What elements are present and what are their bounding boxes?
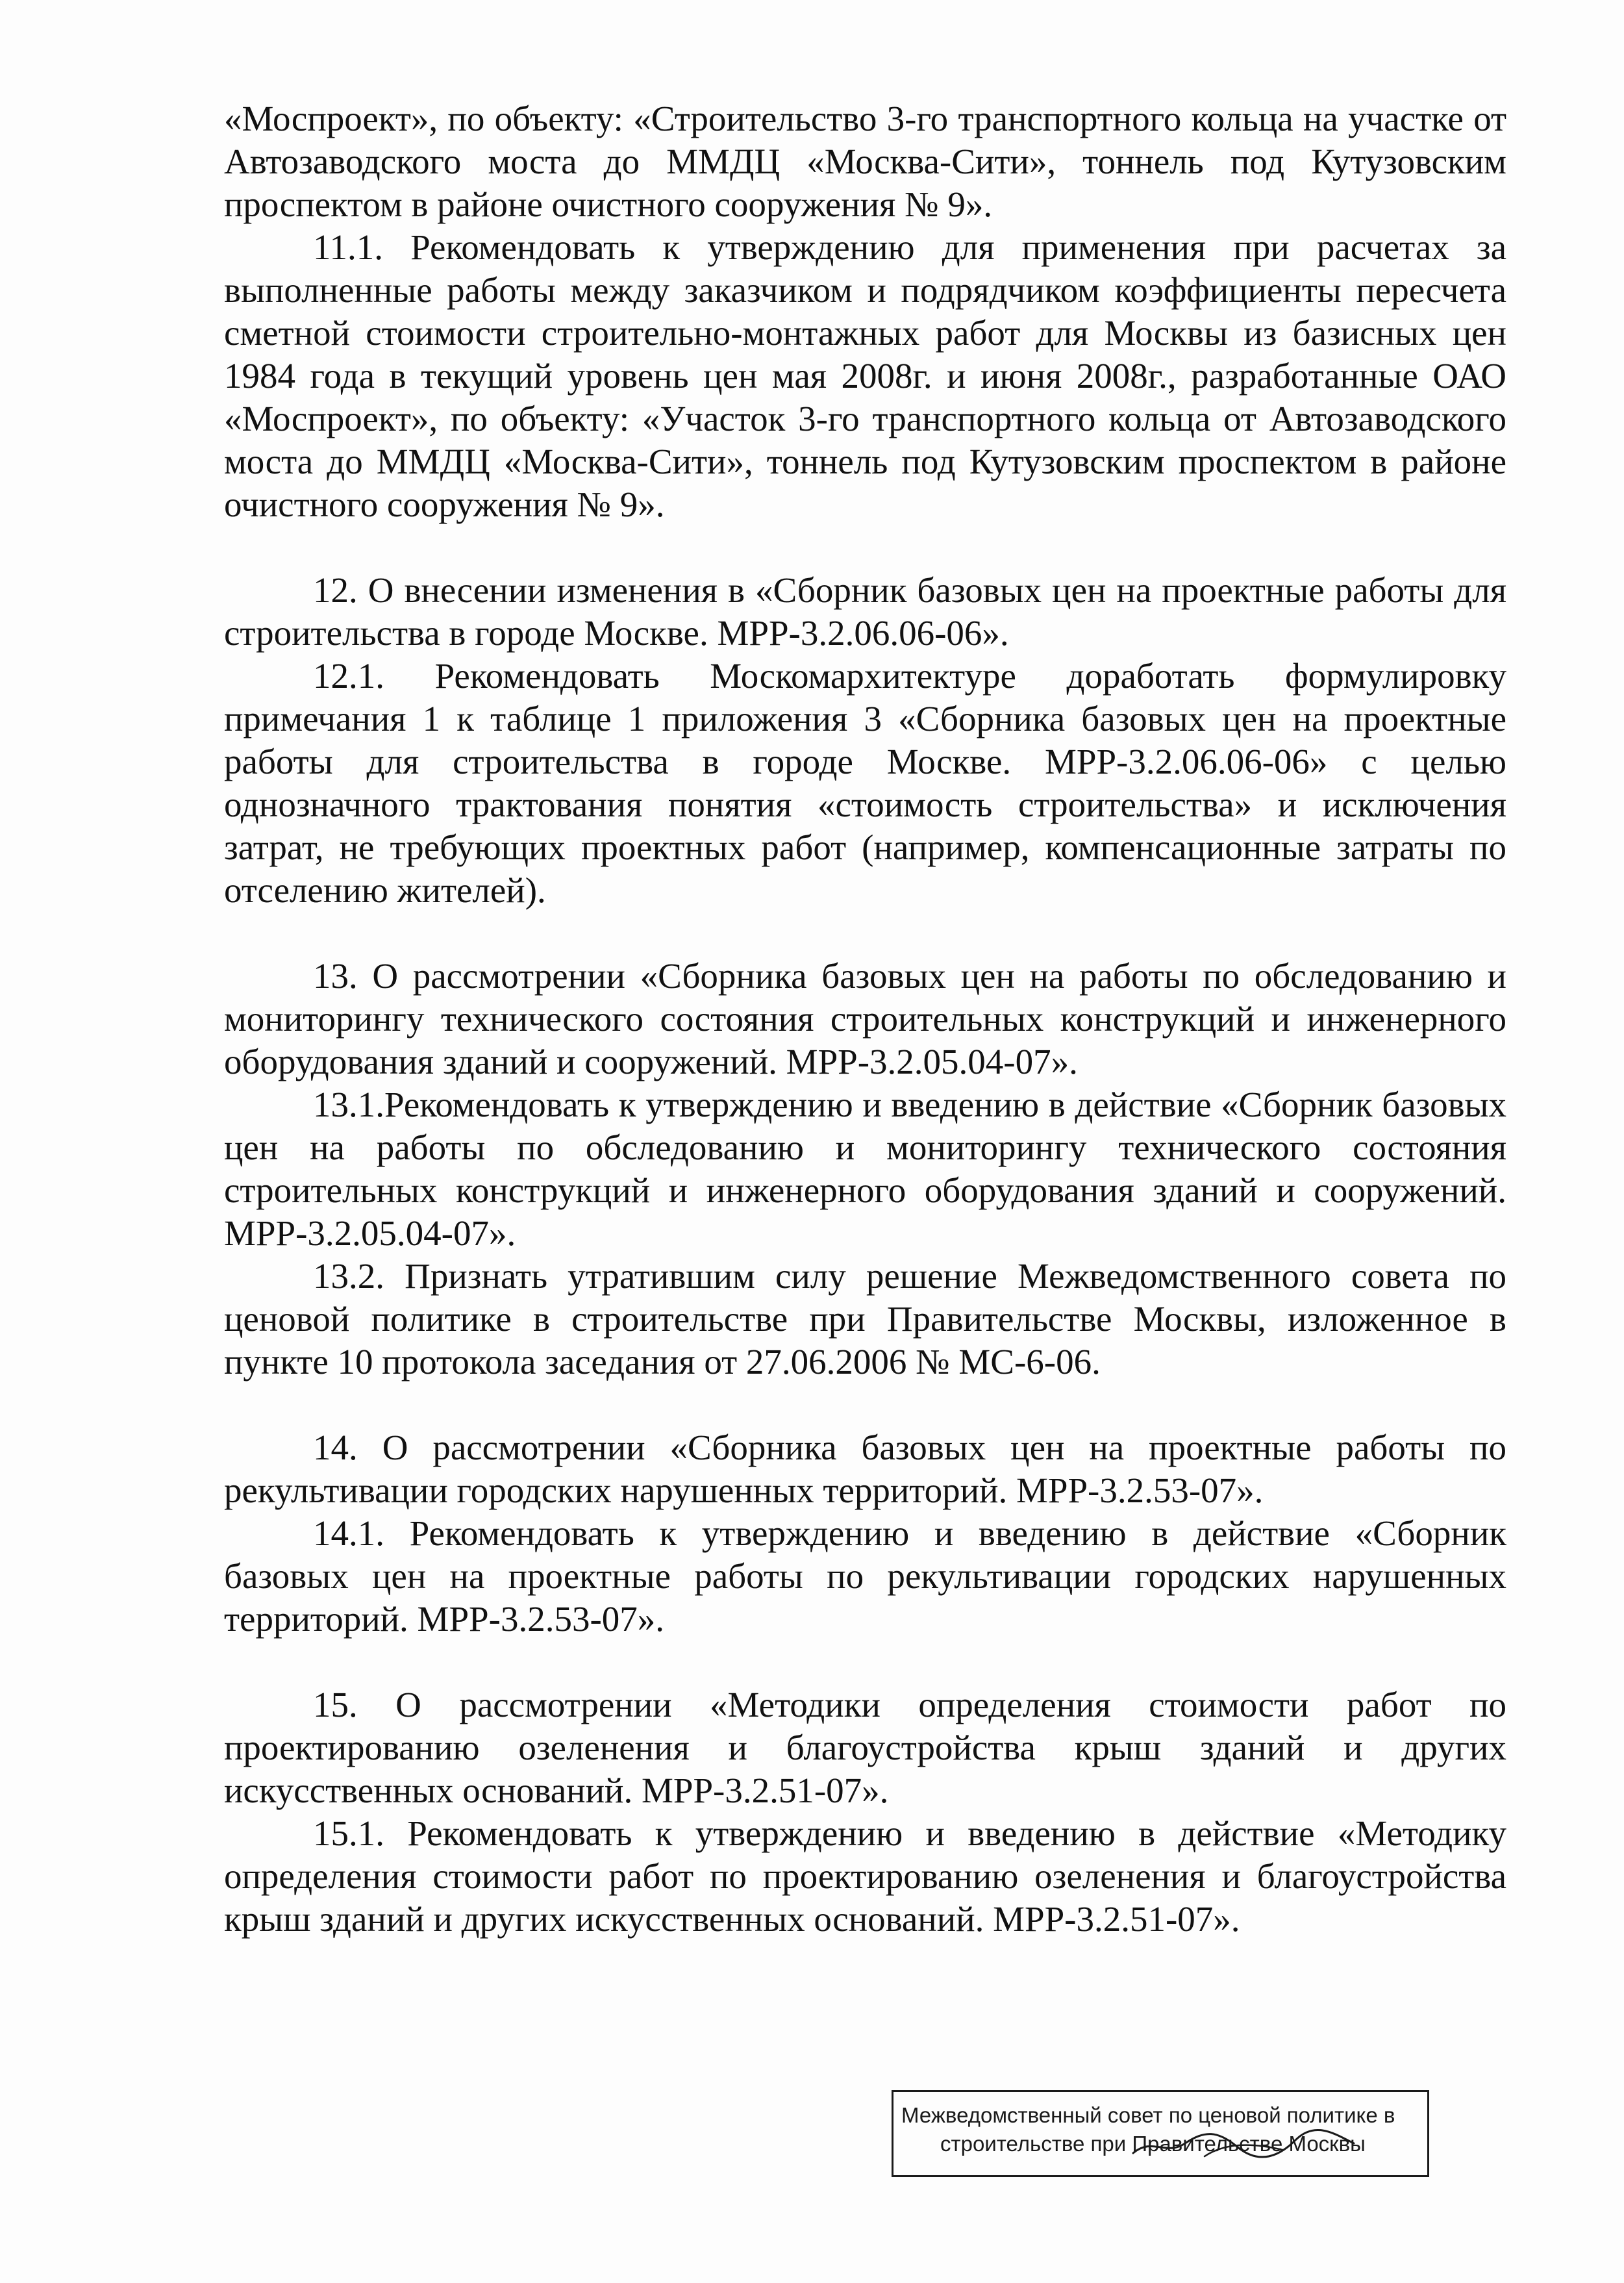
paragraph-14-1: 14.1. Рекомендовать к утверждению и введению в действие «Сборник базовых цен на проектные работы по рекультивации городских нарушенных территорий. МРР-3.2.53-07». [224, 1513, 1506, 1639]
paragraph-13: 13. О рассмотрении «Сборника базовых цен на работы по обследованию и мониторингу технического состояния строительных конструкций и инженерного оборудования зданий и сооружений. МРР-3.2.05.04-07». [224, 956, 1506, 1081]
paragraph-14: 14. О рассмотрении «Сборника базовых цен на проектные работы по рекультивации городских нарушенных территорий. МРР-3.2.53-07». [224, 1428, 1506, 1510]
paragraph-13-2: 13.2. Признать утратившим силу решение Межведомственного совета по ценовой политике в строительстве при Правительстве Москвы, изложенное в пункте 10 протокола заседания от 27.06.2006 № МС-6-06. [224, 1256, 1506, 1381]
stamp-line-2: строительстве при Правительстве Москвы [940, 2132, 1366, 2156]
paragraph-11-1: 11.1. Рекомендовать к утверждению для применения при расчетах за выполненные работы между заказчиком и подрядчиком коэффициенты пересчета сметной стоимости строительно-монтажных работ для Москвы из базисных цен 1984 года в текущий уровень цен мая 2008г. и июня 2008г., разработанные ОАО «Моспроект», по объекту: «Участок 3-го транспортного кольца от Автозаводского моста до ММДЦ «Москва-Сити», тоннель под Кутузовским проспектом в районе очистного сооружения № 9». [224, 227, 1506, 524]
stamp-line-1: Межведомственный совет по ценовой политике в [901, 2103, 1395, 2127]
document-body [224, 97, 1506, 1941]
paragraph-12-1: 12.1. Рекомендовать Москомархитектуре доработать формулировку примечания 1 к таблице 1 приложения 3 «Сборника базовых цен на проектные работы для строительства в городе Москве. МРР-3.2.06.06-06» с целью однозначного трактования понятия «стоимость строительства» и исключения затрат, не требующих проектных работ (например, компенсационные затраты по отселению жителей). [224, 656, 1506, 910]
paragraph-11-continuation: «Моспроект», по объекту: «Строительство 3-го транспортного кольца на участке от Автозаводского моста до ММДЦ «Москва-Сити», тоннель под Кутузовским проспектом в районе очистного сооружения № 9». [224, 99, 1506, 224]
paragraph-12: 12. О внесении изменения в «Сборник базовых цен на проектные работы для строительства в городе Москве. МРР-3.2.06.06-06». [224, 570, 1506, 653]
signature-scribble [1127, 2124, 1360, 2163]
paragraph-15-1: 15.1. Рекомендовать к утверждению и введению в действие «Методику определения стоимости работ по проектированию озеленения и благоустройства крыш зданий и других искусственных оснований. МРР-3.2.51-07». [224, 1813, 1506, 1939]
paragraph-13-1: 13.1.Рекомендовать к утверждению и введению в действие «Сборник базовых цен на работы по обследованию и мониторингу технического состояния строительных конструкций и инженерного оборудования зданий и сооружений. МРР-3.2.05.04-07». [224, 1085, 1506, 1253]
paragraph-15: 15. О рассмотрении «Методики определения стоимости работ по проектированию озеленения и благоустройства крыш зданий и других искусственных оснований. МРР-3.2.51-07». [224, 1685, 1506, 1810]
